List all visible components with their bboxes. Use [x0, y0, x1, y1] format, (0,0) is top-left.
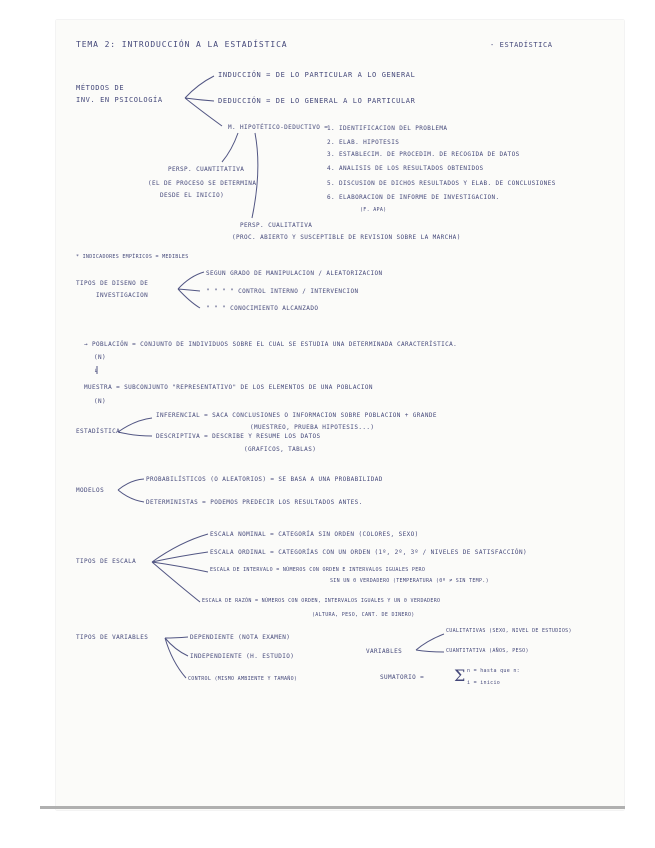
poblacion-arrow-glyph: ↓ — [94, 367, 99, 374]
escala-ordinal: ESCALA ORDINAL = CATEGORÍAS CON UN ORDEN (1º, 2º, 3º / NIVELES DE SATISFACCIÓN) — [210, 549, 527, 556]
var-cuantitativa: CUANTITATIVA (AÑOS, PESO) — [446, 648, 529, 654]
paso-6: 6. ELABORACIÓN DE INFORME DE INVESTIGACIÓN. — [327, 194, 500, 201]
descriptiva-text: DESCRIPTIVA = DESCRIBE Y RESUME LOS DATOS — [156, 433, 321, 440]
variables-bracket — [165, 637, 188, 678]
var-right-label: VARIABLES — [366, 648, 403, 655]
page-title: TEMA 2: INTRODUCCIÓN A LA ESTADÍSTICA — [76, 40, 288, 49]
deduccion-text: DEDUCCIÓN = DE LO GENERAL A LO PARTICULAR — [218, 97, 416, 105]
escala-razon-sub: (ALTURA, PESO, CANT. DE DINERO) — [312, 612, 415, 618]
probabilisticos-text: PROBABILÍSTICOS (O ALEATORIOS) = SE BASA A UNA PROBABILIDAD — [146, 476, 383, 483]
paso-apa: (F. APA) — [360, 207, 387, 213]
escala-razon: ESCALA DE RAZÓN = NÚMEROS CON ORDEN, INTERVALOS IGUALES Y UN 0 VERDADERO — [202, 598, 441, 604]
sigma-lower: i = inicio — [467, 680, 501, 686]
var-independiente: INDEPENDIENTE (H. ESTUDIO) — [190, 653, 295, 660]
escala-intervalo-sub: SIN UN 0 VERDADERO (TEMPERATURA (0º ≠ SIN TEMP.) — [330, 578, 489, 584]
deterministas-text: DETERMINISTAS = PODEMOS PREDECIR LOS RESULTADOS ANTES. — [146, 499, 363, 506]
escala-label: TIPOS DE ESCALA — [76, 558, 137, 565]
var-right-bracket — [416, 634, 444, 652]
muestra-symbol: (N) — [94, 398, 107, 405]
sigma-symbol: Σ — [454, 666, 466, 685]
estadistica-bracket — [118, 418, 152, 436]
muestra-text: MUESTRA = SUBCONJUNTO "REPRESENTATIVO" DE LOS ELEMENTOS DE UNA POBLACIÓN — [84, 384, 373, 391]
paso-4: 4. ANÁLISIS DE LOS RESULTADOS OBTENIDOS — [327, 165, 484, 172]
diseno-item-2: " " " " CONTROL INTERNO / INTERVENCIÓN — [206, 288, 359, 295]
diseno-label-2: INVESTIGACIÓN — [96, 292, 149, 299]
var-control: CONTROL (MISMO AMBIENTE Y TAMAÑO) — [188, 676, 298, 682]
poblacion-text: → POBLACIÓN = CONJUNTO DE INDIVIDUOS SOBRE EL CUAL SE ESTUDIA UNA DETERMINADA CARACTERÍSTICA. — [84, 341, 458, 348]
variables-label: TIPOS DE VARIABLES — [76, 634, 149, 641]
hipotetico-text: M. HIPOTÉTICO-DEDUCTIVO = — [228, 124, 329, 131]
paso-1: 1. IDENTIFICACIÓN DEL PROBLEMA — [327, 125, 448, 132]
poblacion-symbol: (N) — [94, 354, 107, 361]
hipotetico-down-left — [222, 133, 238, 162]
paso-3: 3. ESTABLECIM. DE PROCEDIM. DE RECOGIDA DE DATOS — [327, 151, 520, 158]
modelos-label: MODELOS — [76, 487, 105, 494]
cuantitativa-3: DESDE EL INICIO) — [160, 192, 225, 199]
cuantitativa-2: (EL DE PROCESO SE DETERMINA — [148, 180, 257, 187]
diseno-label-1: TIPOS DE DISEÑO DE — [76, 280, 149, 287]
cuantitativa-1: PERSP. CUANTITATIVA — [168, 166, 245, 173]
diseno-item-3: " " " CONOCIMIENTO ALCANZADO — [206, 305, 319, 312]
induccion-text: INDUCCIÓN = DE LO PARTICULAR A LO GENERAL — [218, 71, 416, 79]
diseno-bracket — [178, 272, 204, 308]
inferencial-text: INFERENCIAL = SACA CONCLUSIONES O INFORMACIÓN SOBRE POBLACIÓN + GRANDE — [156, 412, 437, 419]
inferencial-sub: (MUESTREO, PRUEBA HIPÓTESIS...) — [250, 424, 375, 431]
indicadores-note: * INDICADORES EMPÍRICOS = MEDIBLES — [76, 254, 189, 260]
metodos-label-2: INV. EN PSICOLOGÍA — [76, 96, 163, 104]
cualitativa-1: PERSP. CUALITATIVA — [240, 222, 313, 229]
var-dependiente: DEPENDIENTE (NOTA EXAMEN) — [190, 634, 291, 641]
escala-intervalo: ESCALA DE INTERVALO = NÚMEROS CON ORDEN E INTERVALOS IGUALES PERO — [210, 567, 426, 573]
descriptiva-sub: (GRÁFICOS, TABLAS) — [244, 446, 317, 453]
escala-bracket — [152, 534, 208, 602]
escala-nominal: ESCALA NOMINAL = CATEGORÍA SIN ORDEN (COLORES, SEXO) — [210, 531, 419, 538]
metodos-bracket — [185, 76, 222, 126]
cualitativa-2: (PROC. ABIERTO Y SUSCEPTIBLE DE REVISIÓN SOBRE LA MARCHA) — [232, 234, 461, 241]
var-cualitativas: CUALITATIVAS (SEXO, NIVEL DE ESTUDIOS) — [446, 628, 572, 634]
paso-5: 5. DISCUSIÓN DE DICHOS RESULTADOS Y ELAB. DE CONCLUSIONES — [327, 180, 556, 187]
estadistica-label: ESTADÍSTICA — [76, 428, 121, 435]
diseno-item-1: SEGÚN GRADO DE MANIPULACIÓN / ALEATORIZACIÓN — [206, 270, 383, 277]
paso-2: 2. ELAB. HIPÓTESIS — [327, 139, 400, 146]
hipotetico-down-right — [252, 133, 258, 218]
subject-label: - ESTADÍSTICA — [490, 41, 553, 49]
sigma-upper: n = hasta que n: — [467, 668, 520, 674]
modelos-bracket — [118, 479, 144, 502]
sumatorio-label: SUMATORIO = — [380, 674, 425, 681]
metodos-label-1: MÉTODOS DE — [76, 84, 125, 92]
